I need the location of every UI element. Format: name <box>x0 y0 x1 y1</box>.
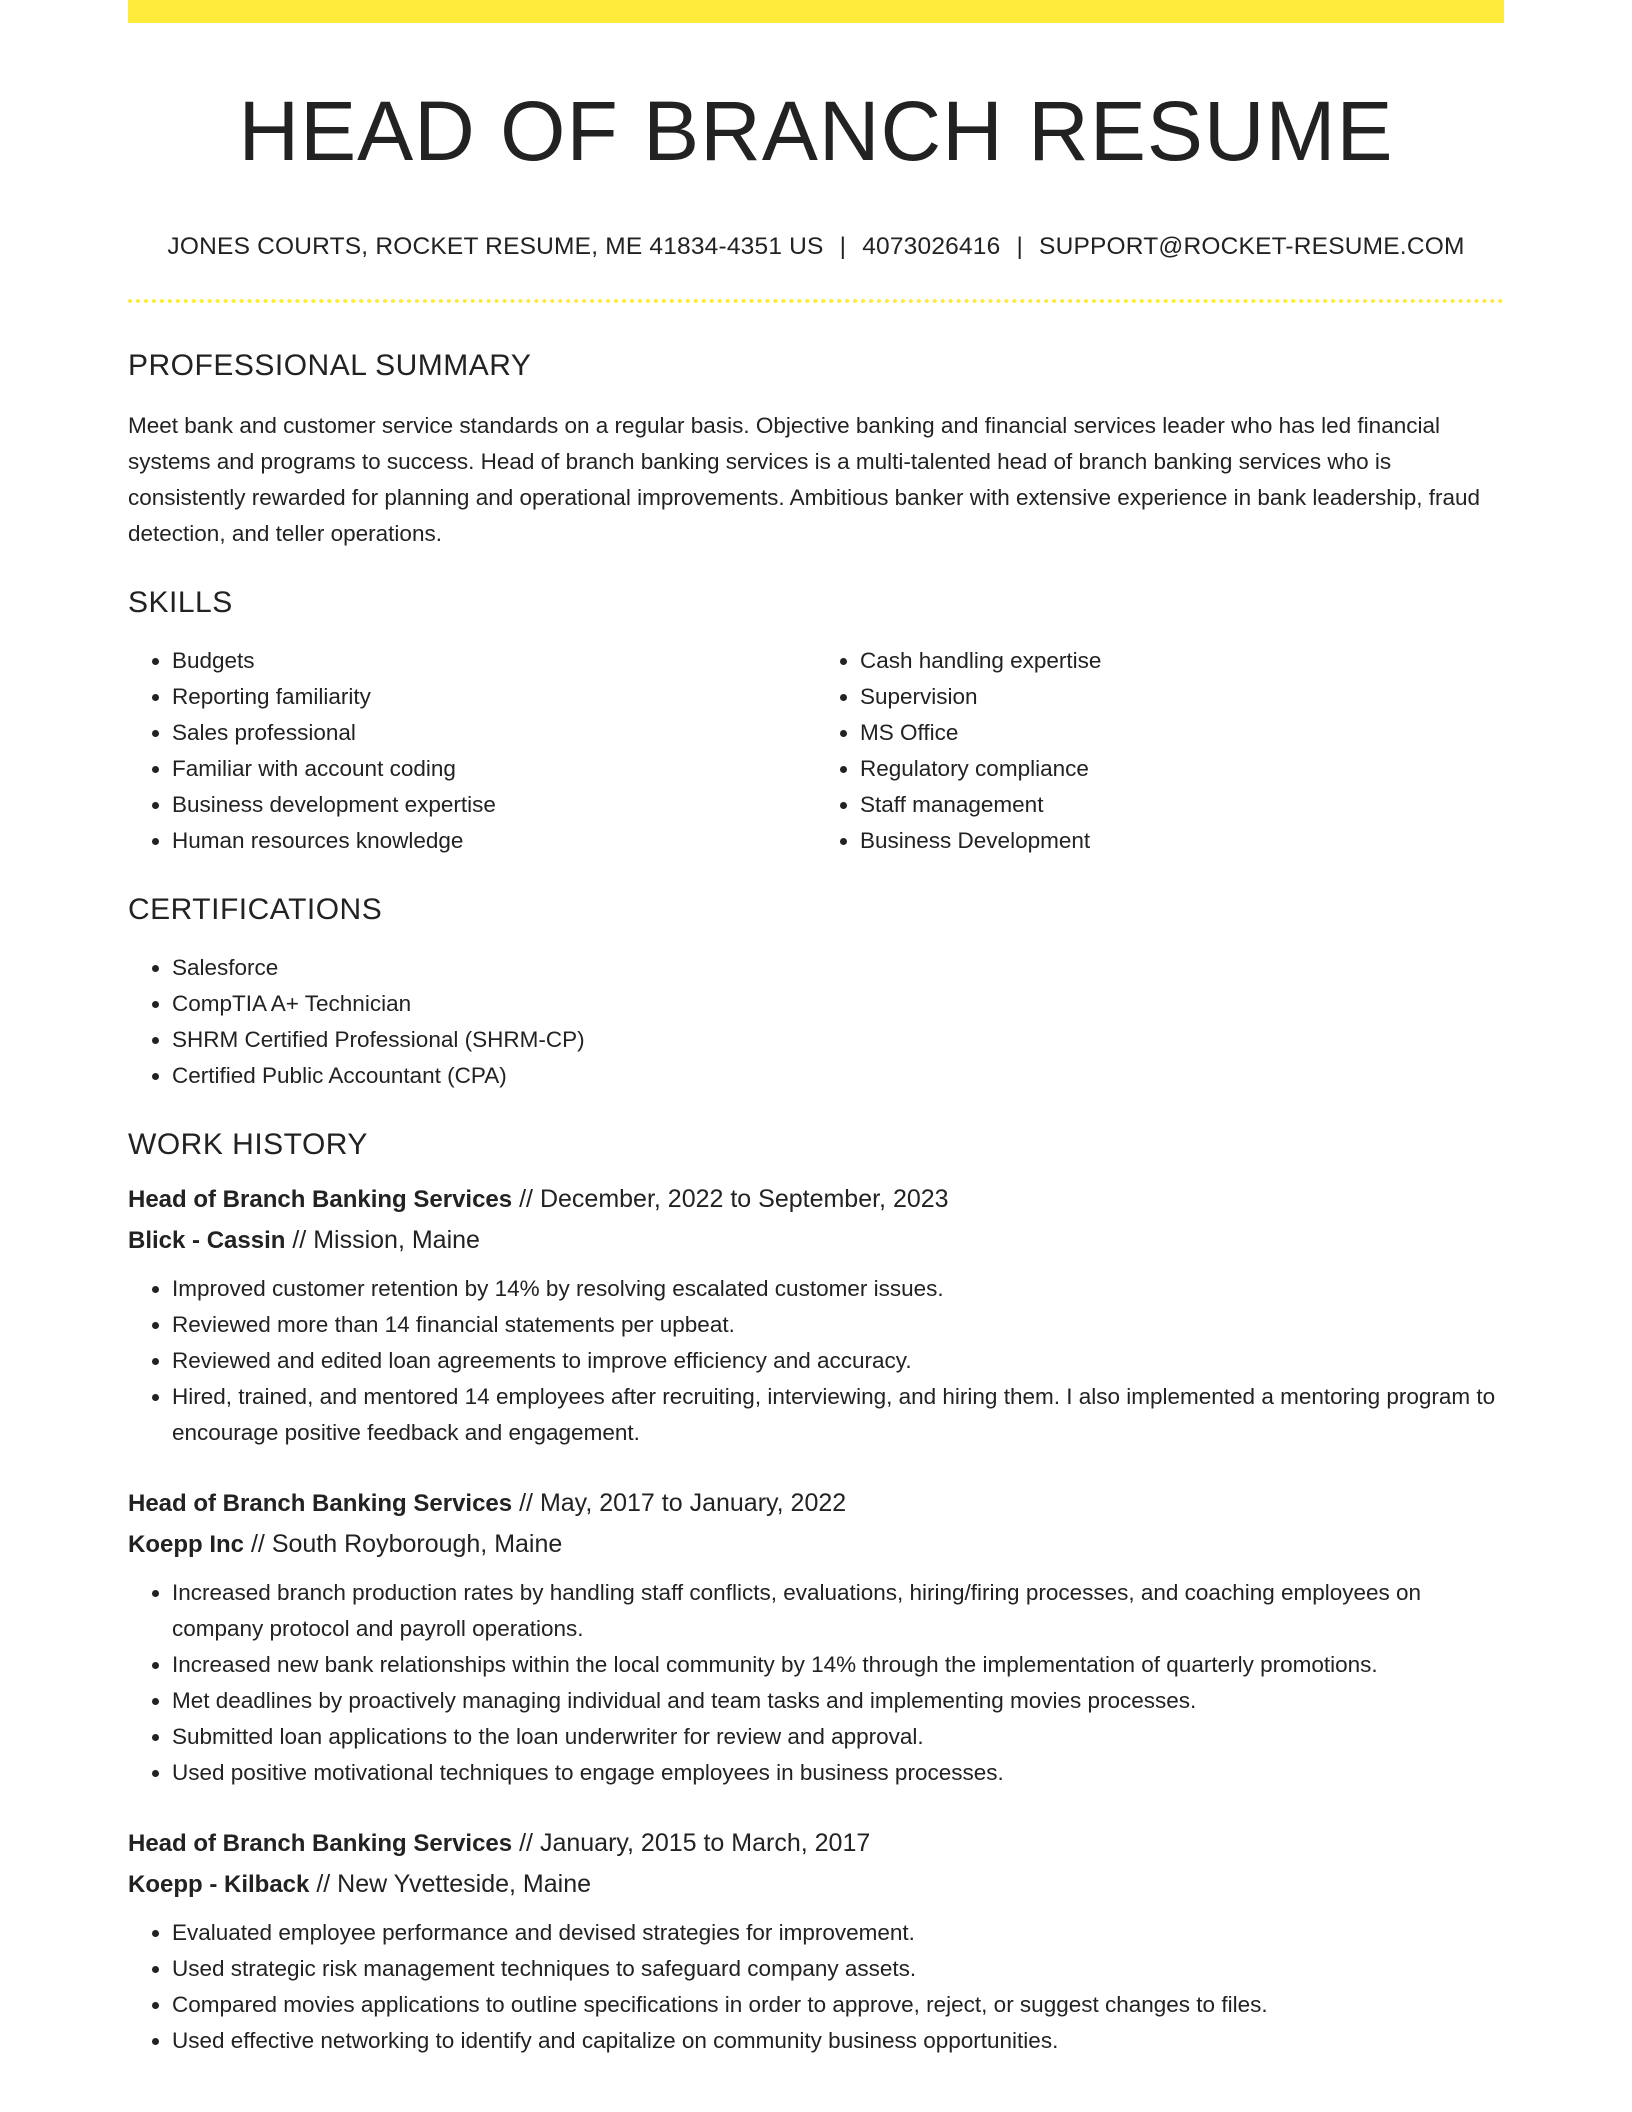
skill-item: • Familiar with account coding <box>172 751 816 787</box>
skill-item: • Human resources knowledge <box>172 823 816 859</box>
email[interactable]: SUPPORT@ROCKET-RESUME.COM <box>1039 233 1465 261</box>
skill-item: • Staff management <box>860 787 1504 823</box>
skill-item: • Sales professional <box>172 715 816 751</box>
job-bullet: • Used positive motivational techniques to engage employees in business processes. <box>172 1755 1504 1791</box>
job-bullet: • Reviewed and edited loan agreements to improve efficiency and accuracy. <box>172 1343 1504 1379</box>
job-company-line <box>128 1220 1504 1261</box>
job-bullet: • Increased new bank relationships within the local community by 14% through the implementation of quarterly promotions. <box>172 1647 1504 1683</box>
job-location: New Yvetteside, Maine <box>337 1870 592 1899</box>
certification-item: • SHRM Certified Professional (SHRM-CP) <box>172 1022 1504 1058</box>
skill-item: • Cash handling expertise <box>860 643 1504 679</box>
job-role: Head of Branch Banking Services <box>128 1830 513 1858</box>
address: JONES COURTS, ROCKET RESUME, ME 41834-4351 US <box>167 233 824 261</box>
job-bullet: • Met deadlines by proactively managing individual and team tasks and implementing movies processes. <box>172 1683 1504 1719</box>
skill-item: • Business development expertise <box>172 787 816 823</box>
work-history-section <box>128 1128 1504 2059</box>
skill-item: • MS Office <box>860 715 1504 751</box>
resume-title: HEAD OF BRANCH RESUME <box>238 84 1394 178</box>
job-entry <box>128 1179 1504 1451</box>
summary-text: Meet bank and customer service standards on a regular basis. Objective banking and financial services leader who has led financial systems and programs to success. Head of branch banking services is a multi-talented head of branch banking services who is consistently rewarded for planning and operational improvements. Ambitious banker with extensive experience in bank leadership, fraud detection, and teller operations. <box>128 413 1481 547</box>
job-bullet: • Submitted loan applications to the loan underwriter for review and approval. <box>172 1719 1504 1755</box>
skills-list-left <box>128 643 816 859</box>
job-role-line <box>128 1179 1504 1220</box>
contact-line <box>128 233 1504 261</box>
job-company-line <box>128 1524 1504 1565</box>
job-bullet: • Used strategic risk management techniques to safeguard company assets. <box>172 1951 1504 1987</box>
job-role: Head of Branch Banking Services <box>128 1490 513 1518</box>
contact-separator: | <box>1016 233 1024 261</box>
top-accent-bar <box>128 0 1504 23</box>
job-dates: December, 2022 to September, 2023 <box>539 1185 949 1214</box>
job-company: Koepp - Kilback <box>128 1871 310 1899</box>
section-heading-summary: PROFESSIONAL SUMMARY <box>128 349 532 383</box>
job-bullets <box>128 1271 1504 1451</box>
skills-section <box>128 586 1504 859</box>
job-bullet: • Compared movies applications to outline specifications in order to approve, reject, or suggest changes to files. <box>172 1987 1504 2023</box>
resume-page <box>128 0 1504 2059</box>
job-dates: January, 2015 to March, 2017 <box>539 1829 871 1858</box>
job-dates: May, 2017 to January, 2022 <box>539 1489 847 1518</box>
field-separator: // <box>519 1185 533 1214</box>
section-heading-work: WORK HISTORY <box>128 1128 368 1162</box>
job-bullets <box>128 1575 1504 1791</box>
job-bullets <box>128 1915 1504 2059</box>
field-separator: // <box>519 1829 533 1858</box>
skill-item: • Supervision <box>860 679 1504 715</box>
field-separator: // <box>292 1226 307 1255</box>
field-separator: // <box>250 1530 265 1559</box>
skill-item: • Reporting familiarity <box>172 679 816 715</box>
job-bullet: • Improved customer retention by 14% by resolving escalated customer issues. <box>172 1271 1504 1307</box>
skill-item: • Business Development <box>860 823 1504 859</box>
job-location: Mission, Maine <box>313 1226 480 1255</box>
certifications-section <box>128 893 1504 1094</box>
job-company: Koepp Inc <box>128 1531 245 1559</box>
certification-item: • Certified Public Accountant (CPA) <box>172 1058 1504 1094</box>
job-role-line <box>128 1483 1504 1524</box>
job-bullet: • Used effective networking to identify and capitalize on community business opportunities. <box>172 2023 1504 2059</box>
certification-item: • Salesforce <box>172 950 1504 986</box>
job-bullet: • Increased branch production rates by handling staff conflicts, evaluations, hiring/firing processes, and coaching employees on company protocol and payroll operations. <box>172 1575 1504 1647</box>
job-role-line <box>128 1823 1504 1864</box>
certification-item: • CompTIA A+ Technician <box>172 986 1504 1022</box>
contact-separator: | <box>839 233 847 261</box>
job-company-line <box>128 1864 1504 1905</box>
professional-summary-section <box>128 349 1504 552</box>
skill-item: • Budgets <box>172 643 816 679</box>
phone: 4073026416 <box>862 233 1001 261</box>
job-entry <box>128 1823 1504 2059</box>
job-location: South Royborough, Maine <box>271 1530 563 1559</box>
section-heading-skills: SKILLS <box>128 586 233 620</box>
dotted-divider <box>128 299 1504 303</box>
section-heading-certifications: CERTIFICATIONS <box>128 893 383 927</box>
field-separator: // <box>316 1870 331 1899</box>
job-entry <box>128 1483 1504 1791</box>
job-bullet: • Evaluated employee performance and devised strategies for improvement. <box>172 1915 1504 1951</box>
skills-list-right <box>816 643 1504 859</box>
skill-item: • Regulatory compliance <box>860 751 1504 787</box>
job-bullet: • Hired, trained, and mentored 14 employees after recruiting, interviewing, and hiring them. I also implemented a mentoring program to encourage positive feedback and engagement. <box>172 1379 1504 1451</box>
job-bullet: • Reviewed more than 14 financial statements per upbeat. <box>172 1307 1504 1343</box>
skills-columns <box>128 619 1504 859</box>
job-company: Blick - Cassin <box>128 1227 286 1255</box>
field-separator: // <box>519 1489 533 1518</box>
certifications-list <box>128 950 1504 1094</box>
job-role: Head of Branch Banking Services <box>128 1186 513 1214</box>
